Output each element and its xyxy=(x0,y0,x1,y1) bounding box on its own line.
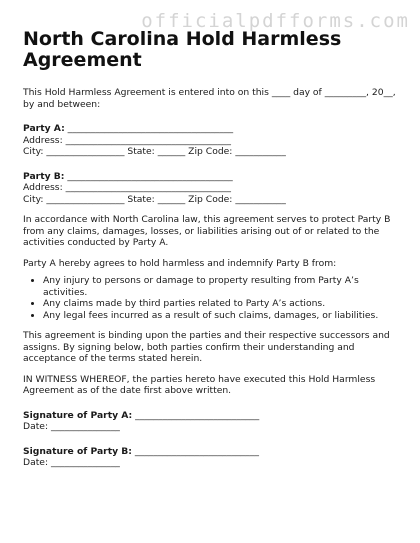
party-a-label: Party A: xyxy=(23,123,65,134)
party-a-block xyxy=(23,123,403,158)
party-b-address-field: Address: ____________________________________ xyxy=(23,182,231,193)
list-item: • Any claims made by third parties related to Party A’s actions. xyxy=(43,298,403,310)
party-a-city-field: City: _________________ State: ______ Zip Code: ___________ xyxy=(23,146,286,157)
signature-b-field: ___________________________ xyxy=(131,445,259,457)
document xyxy=(23,29,403,469)
party-b-name-field: ____________________________________ xyxy=(64,170,233,182)
signature-b-date-field: Date: _______________ xyxy=(23,457,120,468)
list-item: • Any injury to persons or damage to property resulting from Party A’s activities. xyxy=(43,275,403,298)
list-item: • Any legal fees incurred as a result of such claims, damages, or liabilities. xyxy=(43,310,403,322)
signature-a-field: ___________________________ xyxy=(132,409,260,421)
party-a-address-field: Address: ____________________________________ xyxy=(23,134,231,146)
signature-b-label: Signature of Party B: xyxy=(23,445,132,457)
signature-a-block xyxy=(23,410,403,433)
signature-a-date-field: Date: _______________ xyxy=(23,421,120,432)
party-b-block xyxy=(23,171,403,206)
binding-paragraph: This agreement is binding upon the parties and their respective successors and assigns. By signing below, both parties confirm their understanding and acceptance of the terms stated herein. xyxy=(23,330,390,364)
signature-a-label: Signature of Party A: xyxy=(23,409,133,421)
witness-paragraph: IN WITNESS WHEREOF, the parties hereto have executed this Hold Harmless Agreement as of the date first above written. xyxy=(23,373,376,396)
document-title: North Carolina Hold Harmless Agreement xyxy=(23,28,342,71)
signature-b-block xyxy=(23,446,403,469)
watermark: officialpdfforms.com xyxy=(141,10,410,32)
agree-paragraph: Party A hereby agrees to hold harmless and indemnify Party B from: xyxy=(23,257,337,269)
intro-paragraph: This Hold Harmless Agreement is entered into on this ____ day of _________, 20__, by and between: xyxy=(23,87,396,110)
party-b-city-field: City: _________________ State: ______ Zip Code: ___________ xyxy=(23,193,286,205)
party-b-label: Party B: xyxy=(23,170,65,182)
law-paragraph: In accordance with North Carolina law, this agreement serves to protect Party B from any claims, damages, losses, or liabilities arising out of or related to the activities conducted by Party A. xyxy=(23,214,391,248)
indemnity-list xyxy=(23,275,403,321)
party-a-name-field: ____________________________________ xyxy=(64,123,234,134)
